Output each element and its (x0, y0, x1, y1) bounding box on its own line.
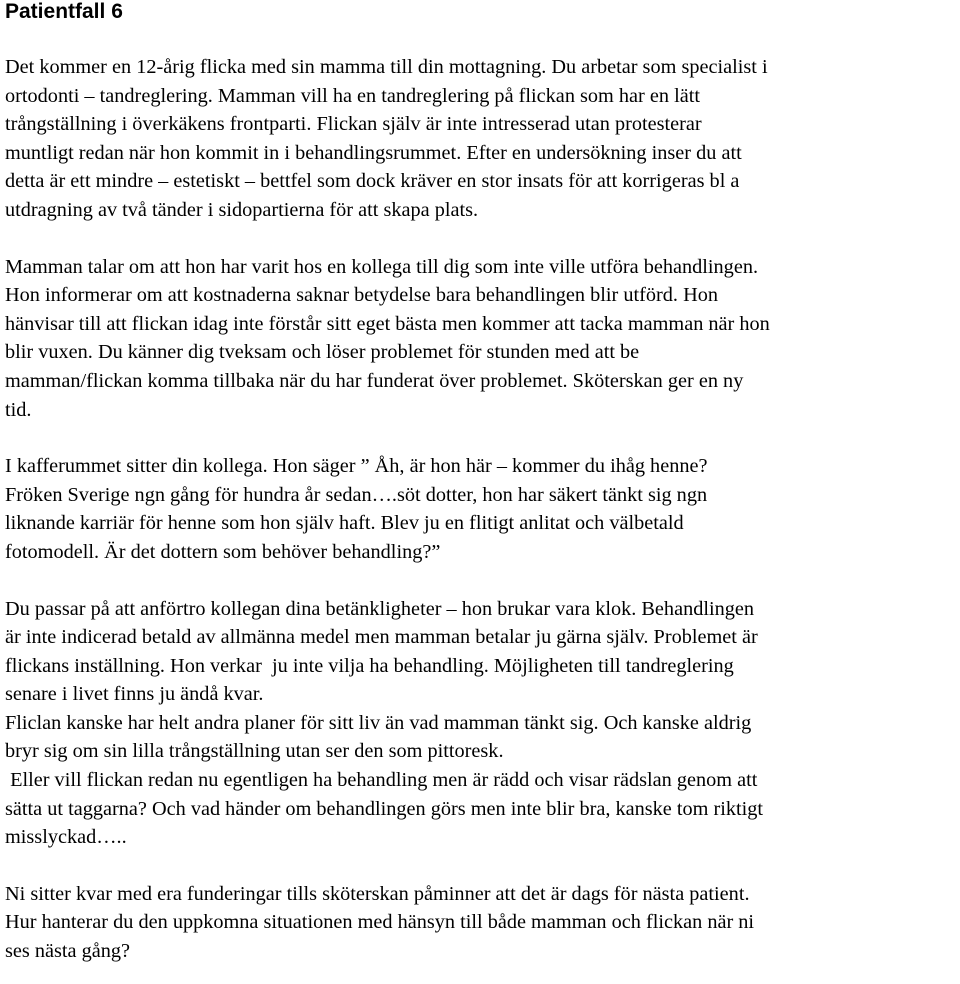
text-line: tid. (5, 398, 32, 421)
paragraph-gap (5, 225, 957, 253)
paragraph-gap (5, 424, 957, 452)
text-line: Fliclan kanske har helt andra planer för sitt liv än vad mamman tänkt sig. Och kanske aldrig (5, 711, 752, 734)
text-line: bryr sig om sin lilla trångställning utan ser den som pittoresk. (5, 740, 504, 763)
paragraph-1 (5, 53, 957, 225)
document-page (5, 0, 957, 966)
text-line: misslyckad….. (5, 826, 127, 849)
text-line: liknande karriär för henne som hon själv haft. Blev ju en flitigt anlitat och välbetald (5, 512, 684, 535)
text-line: flickans inställning. Hon verkar ju inte vilja ha behandling. Möjligheten till tandreglering (5, 654, 734, 677)
text-line: är inte indicerad betald av allmänna medel men mamman betalar ju gärna själv. Problemet är (5, 626, 758, 649)
text-line: mamman/flickan komma tillbaka när du har funderat över problemet. Sköterskan ger en ny (5, 369, 744, 392)
paragraph-gap (5, 852, 957, 880)
text-line: Det kommer en 12-årig flicka med sin mamma till din mottagning. Du arbetar som specialist i (5, 56, 768, 78)
paragraph-5 (5, 880, 957, 966)
text-line: Eller vill flickan redan nu egentligen ha behandling men är rädd och visar rädslan genom att (5, 769, 758, 792)
text-line: fotomodell. Är det dottern som behöver behandling?” (5, 540, 441, 563)
paragraph-gap (5, 567, 957, 595)
text-line: Mamman talar om att hon har varit hos en kollega till dig som inte ville utföra behandlingen. (5, 255, 759, 278)
text-line: sätta ut taggarna? Och vad händer om behandlingen görs men inte blir bra, kanske tom riktigt (5, 797, 764, 820)
document-title: Patientfall 6 (5, 0, 123, 23)
text-line: hänvisar till att flickan idag inte förstår sitt eget bästa men kommer att tacka mamman när hon (5, 312, 770, 335)
text-line: I kafferummet sitter din kollega. Hon säger ” Åh, är hon här – kommer du ihåg henne? (5, 455, 708, 478)
text-line: detta är ett mindre – estetiskt – bettfel som dock kräver en stor insats för att korrigeras bl a (5, 170, 740, 193)
text-line: Du passar på att anförtro kollegan dina betänkligheter – hon brukar vara klok. Behandlingen (5, 597, 755, 620)
text-line: muntligt redan när hon kommit in i behandlingsrummet. Efter en undersökning inser du att (5, 141, 742, 164)
text-line: ortodonti – tandreglering. Mamman vill ha en tandreglering på flickan som har en lätt (5, 84, 700, 107)
text-line: Ni sitter kvar med era funderingar tills sköterskan påminner att det är dags för nästa patient. (5, 882, 750, 905)
paragraph-3 (5, 452, 957, 566)
paragraph-2 (5, 253, 957, 425)
text-line: Hon informerar om att kostnaderna saknar betydelse bara behandlingen blir utförd. Hon (5, 284, 718, 307)
paragraph-4 (5, 595, 957, 852)
text-line: senare i livet finns ju ändå kvar. (5, 683, 264, 706)
text-line: trångställning i överkäkens frontparti. Flickan själv är inte intresserad utan protesterar (5, 113, 702, 136)
text-line: blir vuxen. Du känner dig tveksam och löser problemet för stunden med att be (5, 341, 640, 364)
text-line: Hur hanterar du den uppkomna situationen med hänsyn till både mamman och flickan när ni (5, 911, 755, 934)
text-line: utdragning av två tänder i sidopartierna för att skapa plats. (5, 198, 479, 221)
text-line: Fröken Sverige ngn gång för hundra år sedan….söt dotter, hon har säkert tänkt sig ngn (5, 483, 708, 506)
text-line: ses nästa gång? (5, 940, 131, 963)
